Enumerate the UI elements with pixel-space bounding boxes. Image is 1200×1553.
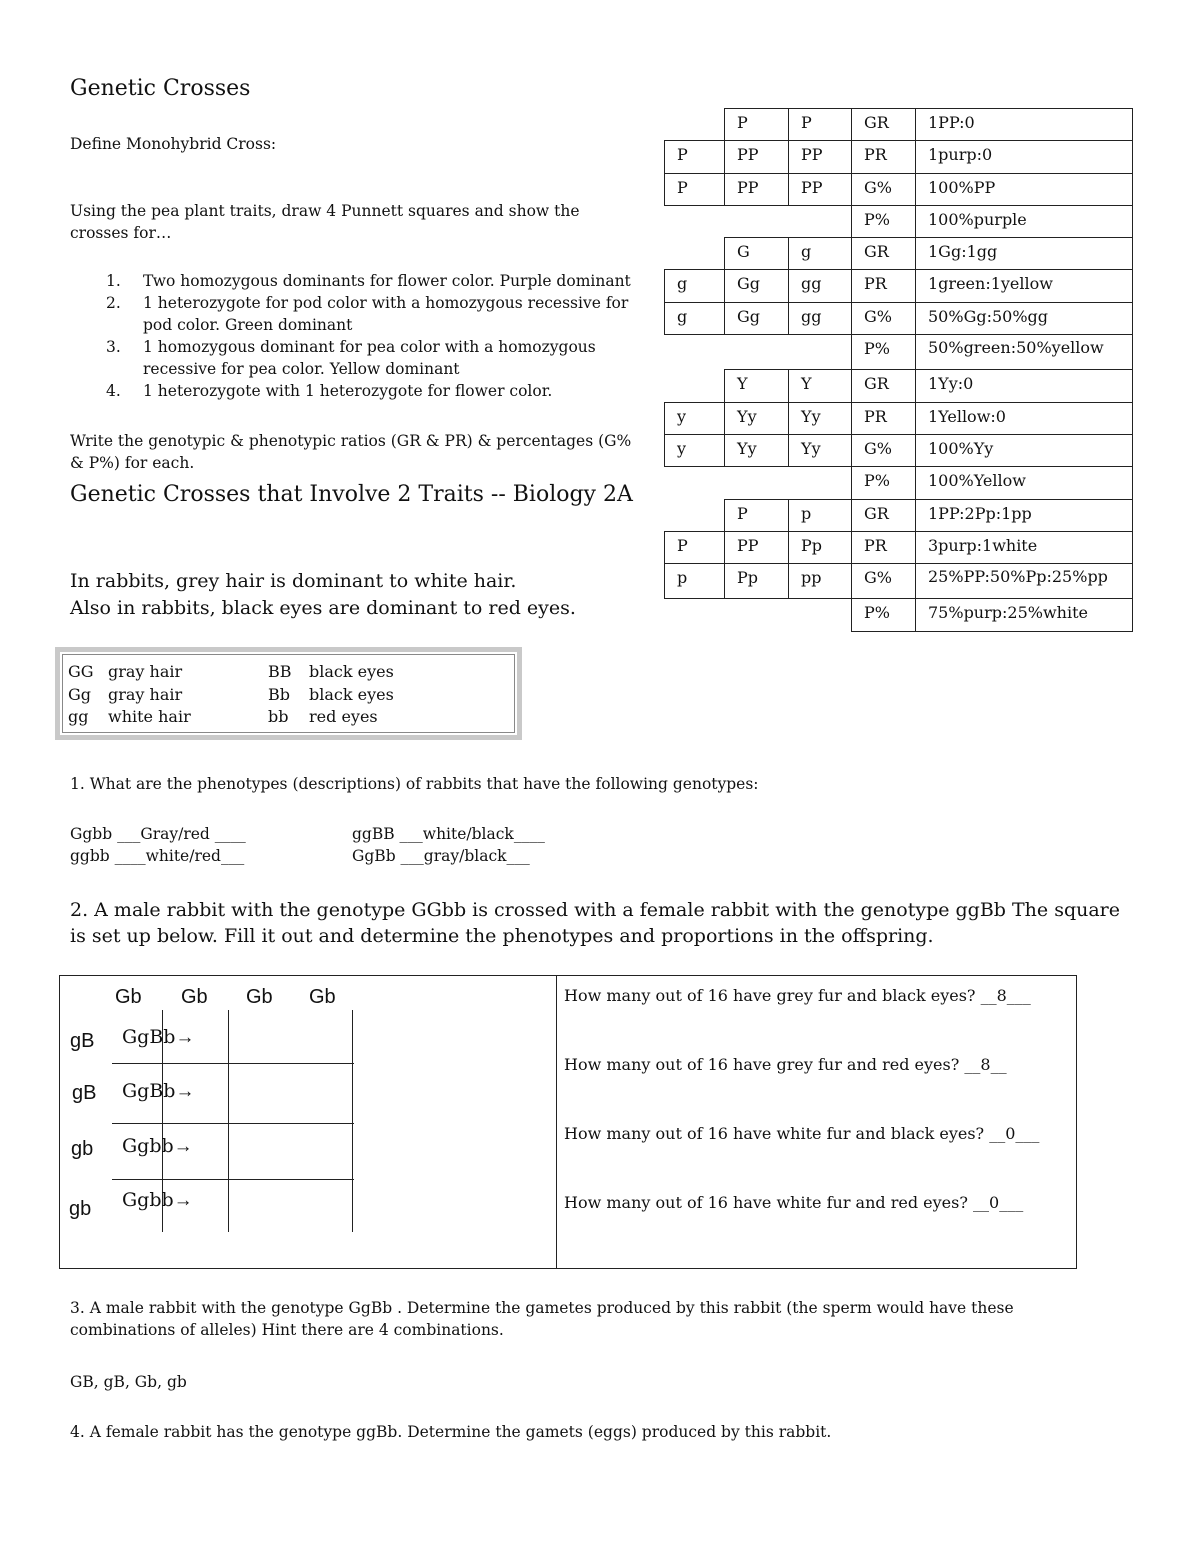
- ratio-table-cell: 3purp:1white: [916, 531, 1133, 563]
- ratio-table-cell: [665, 238, 725, 270]
- ratio-table-row: [665, 434, 1133, 466]
- legend-genotype: Gg: [68, 685, 92, 704]
- ratio-table-cell: [725, 599, 789, 631]
- col-header: Gb: [309, 986, 336, 1008]
- cross-item: [70, 292, 640, 336]
- grid-line: [352, 1010, 353, 1232]
- cross-text: 1 heterozygote for pod color with a homozygous recessive for pod color. Green dominant: [143, 294, 629, 334]
- cross-text: Two homozygous dominants for flower color. Purple dominant: [143, 272, 631, 290]
- cross-number: 3.: [106, 338, 121, 356]
- ratio-table-cell: P%: [852, 335, 916, 370]
- ratio-table-cell: PR: [852, 141, 916, 173]
- cross-number: 1.: [106, 272, 121, 290]
- ratio-table-cell: GR: [852, 109, 916, 141]
- ratio-table-cell: GR: [852, 499, 916, 531]
- section-title: Genetic Crosses that Involve 2 Traits -- Biology 2A: [70, 482, 633, 507]
- dihybrid-square-box: [59, 975, 1077, 1269]
- ratio-table-cell: [665, 370, 725, 402]
- q3-answer: GB, gB, Gb, gb: [70, 1373, 187, 1391]
- legend-phenotype: black eyes: [309, 685, 394, 704]
- ratio-table-row: [665, 402, 1133, 434]
- grid-line: [112, 1123, 354, 1124]
- ratio-table-row: [665, 270, 1133, 302]
- ratio-table-cell: P: [665, 531, 725, 563]
- ratio-table-cell: g: [665, 302, 725, 334]
- ratio-table-cell: y: [665, 402, 725, 434]
- ratio-table-cell: P: [665, 173, 725, 205]
- q4-prompt: 4. A female rabbit has the genotype ggBb. Determine the gamets (eggs) produced by this rabbit.: [70, 1423, 832, 1441]
- ratio-table-cell: 100%Yellow: [916, 467, 1133, 499]
- ratio-table-cell: P: [789, 109, 852, 141]
- intro-line-1: In rabbits, grey hair is dominant to white hair.: [70, 570, 517, 592]
- ratio-table-cell: gg: [789, 270, 852, 302]
- ratio-table-row: [665, 499, 1133, 531]
- ratio-table-cell: G: [725, 238, 789, 270]
- ratio-table-cell: g: [789, 238, 852, 270]
- cross-text: 1 homozygous dominant for pea color with a homozygous recessive for pea color. Yellow dominant: [143, 338, 596, 378]
- legend-genotype: BB: [268, 662, 292, 681]
- ratio-table-cell: Yy: [725, 434, 789, 466]
- cross-number: 4.: [106, 382, 121, 400]
- ratio-table-cell: 75%purp:25%white: [916, 599, 1133, 631]
- q1-prompt: 1. What are the phenotypes (descriptions) of rabbits that have the following genotypes:: [70, 775, 759, 793]
- ratio-table-cell: P%: [852, 599, 916, 631]
- cross-item: [70, 336, 640, 380]
- ratio-table-cell: 1Gg:1gg: [916, 238, 1133, 270]
- ratio-table-row: [665, 141, 1133, 173]
- ratio-table-cell: Pp: [725, 564, 789, 599]
- ratio-table-row: [665, 335, 1133, 370]
- q1-answer: ggbb ____white/red___: [70, 847, 245, 865]
- ratio-table-cell: G%: [852, 564, 916, 599]
- grid-line: [228, 1010, 229, 1232]
- ratio-table-cell: G%: [852, 302, 916, 334]
- square-cell: GgBb→: [122, 1026, 195, 1048]
- ratio-table-row: [665, 109, 1133, 141]
- ratio-table-cell: 50%green:50%yellow: [916, 335, 1133, 370]
- row-header: gB: [72, 1082, 97, 1104]
- ratio-table-cell: PR: [852, 402, 916, 434]
- legend-genotype: GG: [68, 662, 94, 681]
- ratio-table-cell: GR: [852, 370, 916, 402]
- define-prompt: Define Monohybrid Cross:: [70, 135, 277, 153]
- ratio-table-cell: [789, 335, 852, 370]
- ratio-table-cell: 100%PP: [916, 173, 1133, 205]
- legend-eyes-row: [268, 707, 378, 726]
- grid-line: [112, 1063, 354, 1064]
- cross-number: 2.: [106, 294, 121, 312]
- ratio-table-cell: [725, 335, 789, 370]
- ratio-table-cell: Y: [725, 370, 789, 402]
- ratio-table-cell: P%: [852, 467, 916, 499]
- ratio-table-cell: [725, 205, 789, 237]
- ratio-table-cell: [789, 467, 852, 499]
- ratio-table-cell: 1Yy:0: [916, 370, 1133, 402]
- ratio-table-cell: 1green:1yellow: [916, 270, 1133, 302]
- ratio-table-row: [665, 238, 1133, 270]
- ratio-table-cell: 100%purple: [916, 205, 1133, 237]
- square-cell: Ggbb→: [122, 1135, 193, 1157]
- q1-answer: Ggbb ___Gray/red ____: [70, 825, 246, 843]
- q2-question: How many out of 16 have white fur and red eyes? __0___: [564, 1193, 1024, 1212]
- ratio-table-cell: PP: [725, 141, 789, 173]
- ratio-table-cell: PR: [852, 270, 916, 302]
- ratio-table-row: [665, 302, 1133, 334]
- square-cell: Ggbb→: [122, 1189, 193, 1211]
- q1-answer: GgBb ___gray/black___: [352, 847, 530, 865]
- ratio-table-cell: Y: [789, 370, 852, 402]
- ratio-table-cell: PP: [725, 531, 789, 563]
- ratio-table-row: [665, 205, 1133, 237]
- q2-prompt: 2. A male rabbit with the genotype GGbb is crossed with a female rabbit with the genotype ggBb The square is set up below. Fill it out and determine the phenotypes and proportions in the offspring.: [70, 899, 1121, 947]
- col-header: Gb: [181, 986, 208, 1008]
- row-header: gb: [71, 1138, 94, 1160]
- ratio-table-row: [665, 564, 1133, 599]
- legend-phenotype: white hair: [108, 707, 191, 726]
- ratio-table-cell: PR: [852, 531, 916, 563]
- ratio-table-cell: Pp: [789, 531, 852, 563]
- ratio-table-cell: GR: [852, 238, 916, 270]
- ratio-table-cell: [789, 205, 852, 237]
- intro-line-2: Also in rabbits, black eyes are dominant to red eyes.: [70, 597, 576, 619]
- box-divider: [556, 976, 557, 1268]
- row-header: gB: [70, 1030, 95, 1052]
- col-header: Gb: [246, 986, 273, 1008]
- legend-hair-row: [68, 662, 182, 681]
- grid-line: [112, 1179, 354, 1180]
- ratio-table-cell: Yy: [789, 402, 852, 434]
- row-header: gb: [69, 1198, 92, 1220]
- ratio-instructions: Write the genotypic & phenotypic ratios (GR & PR) & percentages (G% & P%) for each.: [70, 432, 632, 472]
- cross-item: [70, 380, 640, 402]
- ratio-table-row: [665, 173, 1133, 205]
- ratio-table-cell: Gg: [725, 270, 789, 302]
- ratio-table-cell: g: [665, 270, 725, 302]
- instructions: Using the pea plant traits, draw 4 Punnett squares and show the crosses for…: [70, 202, 580, 242]
- q2-question: How many out of 16 have white fur and black eyes? __0___: [564, 1124, 1040, 1143]
- ratio-table-cell: P: [725, 499, 789, 531]
- ratio-table-cell: 1Yellow:0: [916, 402, 1133, 434]
- ratio-table-cell: [665, 467, 725, 499]
- ratio-table-cell: 50%Gg:50%gg: [916, 302, 1133, 334]
- ratio-table-row: [665, 467, 1133, 499]
- ratio-table-cell: 1purp:0: [916, 141, 1133, 173]
- ratio-table-cell: p: [789, 499, 852, 531]
- ratio-table-cell: PP: [789, 141, 852, 173]
- ratio-table-cell: [789, 599, 852, 631]
- ratio-table-cell: pp: [789, 564, 852, 599]
- ratio-table-row: [665, 370, 1133, 402]
- ratio-table-cell: G%: [852, 173, 916, 205]
- legend-phenotype: gray hair: [108, 662, 183, 681]
- q2-question: How many out of 16 have grey fur and black eyes? __8___: [564, 986, 1031, 1005]
- cross-text: 1 heterozygote with 1 heterozygote for flower color.: [143, 382, 553, 400]
- q3-prompt: 3. A male rabbit with the genotype GgBb . Determine the gametes produced by this rabbit (the sperm would have these combinations of alleles) Hint there are 4 combinations.: [70, 1299, 1014, 1339]
- ratio-table-cell: [665, 599, 725, 631]
- ratio-table-cell: 1PP:2Pp:1pp: [916, 499, 1133, 531]
- square-cell: GgBb→: [122, 1080, 195, 1102]
- ratio-table-cell: Yy: [789, 434, 852, 466]
- page-title: Genetic Crosses: [70, 76, 251, 101]
- legend-eyes-row: [268, 685, 394, 704]
- ratio-table-cell: 25%PP:50%Pp:25%pp: [916, 564, 1133, 599]
- ratio-table-cell: [665, 499, 725, 531]
- legend-phenotype: gray hair: [108, 685, 183, 704]
- legend-eyes-row: [268, 662, 394, 681]
- legend-phenotype: black eyes: [309, 662, 394, 681]
- ratio-table-cell: P: [725, 109, 789, 141]
- ratio-table-cell: P: [665, 141, 725, 173]
- q2-question: How many out of 16 have grey fur and red eyes? __8__: [564, 1055, 1007, 1074]
- legend-phenotype: red eyes: [309, 707, 378, 726]
- legend-hair-row: [68, 707, 191, 726]
- punnett-ratio-table: [664, 108, 1133, 632]
- ratio-table-cell: [725, 467, 789, 499]
- ratio-table-cell: 1PP:0: [916, 109, 1133, 141]
- legend-hair-row: [68, 685, 182, 704]
- ratio-table-cell: Gg: [725, 302, 789, 334]
- ratio-table-cell: G%: [852, 434, 916, 466]
- ratio-table-row: [665, 599, 1133, 631]
- ratio-table-cell: gg: [789, 302, 852, 334]
- ratio-table-cell: P%: [852, 205, 916, 237]
- col-header: Gb: [115, 986, 142, 1008]
- ratio-table-cell: PP: [789, 173, 852, 205]
- ratio-table-cell: Yy: [725, 402, 789, 434]
- ratio-table-cell: p: [665, 564, 725, 599]
- legend-genotype: gg: [68, 707, 89, 726]
- ratio-table-cell: [665, 109, 725, 141]
- ratio-table-cell: [665, 205, 725, 237]
- ratio-table-cell: PP: [725, 173, 789, 205]
- crosses-list: [70, 270, 640, 402]
- ratio-table-cell: 100%Yy: [916, 434, 1133, 466]
- legend-genotype: Bb: [268, 685, 290, 704]
- legend-genotype: bb: [268, 707, 289, 726]
- cross-item: [70, 270, 640, 292]
- ratio-table-row: [665, 531, 1133, 563]
- ratio-table-cell: y: [665, 434, 725, 466]
- genotype-legend: [55, 647, 522, 740]
- q1-answer: ggBB ___white/black____: [352, 825, 545, 843]
- ratio-table-cell: [665, 335, 725, 370]
